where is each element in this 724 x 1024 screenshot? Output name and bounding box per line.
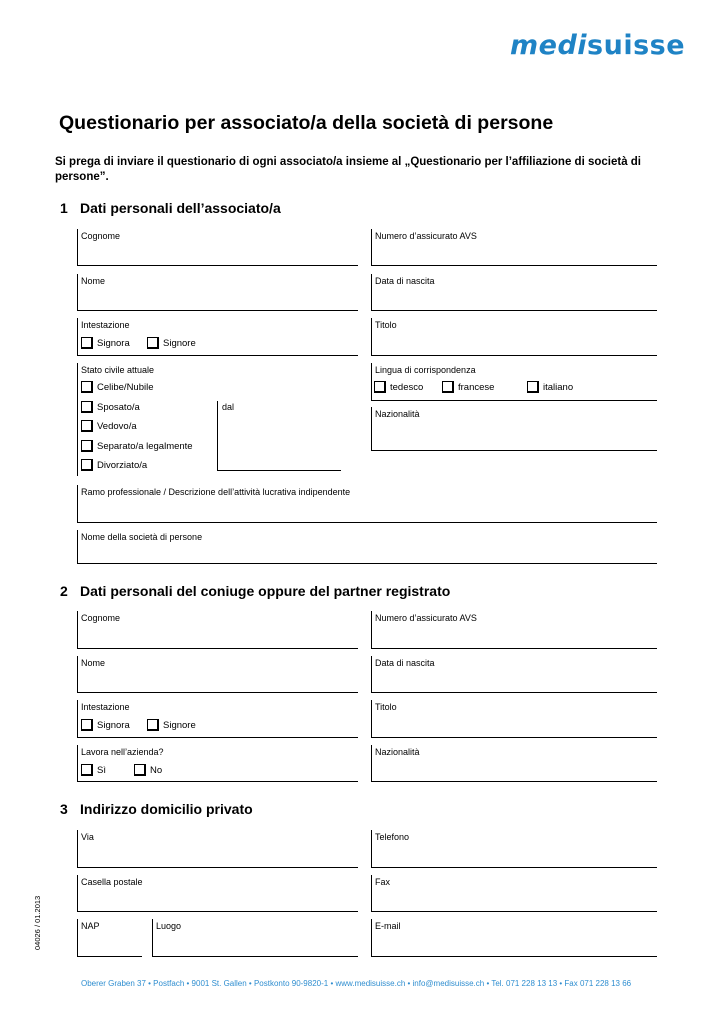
s2-nascita-field[interactable]: Data di nascita: [371, 656, 657, 693]
s3-email-field[interactable]: E-mail: [371, 919, 657, 957]
s1-stato-civile-field: Stato civile attuale: [77, 363, 217, 476]
s1-dal-label: dal: [222, 402, 235, 412]
checkbox-icon[interactable]: [147, 719, 159, 731]
s2-nazionalita-field[interactable]: Nazionalità: [371, 745, 657, 782]
s1-lingua-option[interactable]: italiano: [527, 381, 573, 393]
checkbox-icon[interactable]: [81, 420, 93, 432]
intro-text: Si prega di inviare il questionario di ogni associato/a insieme al „Questionario per l’affiliazione di società di persone”.: [55, 156, 642, 183]
checkbox-icon[interactable]: [147, 337, 159, 349]
s1-intestazione-field: Intestazione: [77, 318, 358, 356]
s2-si-option[interactable]: Sì: [81, 764, 106, 776]
checkbox-icon[interactable]: [81, 719, 93, 731]
s2-signore-option[interactable]: Signore: [147, 719, 196, 731]
s1-lingua-option[interactable]: tedesco: [374, 381, 423, 393]
s2-cognome-field[interactable]: Cognome: [77, 611, 358, 649]
checkbox-icon[interactable]: [442, 381, 454, 393]
s2-no-option[interactable]: No: [134, 764, 162, 776]
s1-cognome-field[interactable]: Cognome: [77, 229, 358, 266]
checkbox-icon[interactable]: [134, 764, 146, 776]
s1-titolo-field[interactable]: Titolo: [371, 318, 657, 356]
checkbox-icon[interactable]: [374, 381, 386, 393]
s1-stato-option[interactable]: Vedovo/a: [81, 420, 137, 432]
s3-telefono-field[interactable]: Telefono: [371, 830, 657, 868]
s2-nome-field[interactable]: Nome: [77, 656, 358, 693]
s1-societa-field[interactable]: Nome della società di persone: [77, 530, 657, 564]
checkbox-icon[interactable]: [81, 337, 93, 349]
s1-signore-option[interactable]: Signore: [147, 337, 196, 349]
s1-nazionalita-field[interactable]: Nazionalità: [371, 407, 657, 451]
s1-ramo-field[interactable]: Ramo professionale / Descrizione dell’attività lucrativa indipendente: [77, 485, 657, 523]
s1-lingua-field: Lingua di corrispondenza: [371, 363, 657, 401]
section-1-heading: 1 Dati personali dell’associato/a: [60, 200, 281, 216]
s3-nap-field[interactable]: NAP: [77, 919, 142, 957]
checkbox-icon[interactable]: [81, 764, 93, 776]
checkbox-icon[interactable]: [81, 401, 93, 413]
checkbox-icon[interactable]: [81, 440, 93, 452]
s1-lingua-option[interactable]: francese: [442, 381, 494, 393]
s2-signora-option[interactable]: Signora: [81, 719, 130, 731]
s3-casella-field[interactable]: Casella postale: [77, 875, 358, 912]
document-code: 04026 / 01.2013: [33, 895, 42, 950]
s1-stato-option[interactable]: Celibe/Nubile: [81, 381, 154, 393]
s1-signora-option[interactable]: Signora: [81, 337, 130, 349]
s3-luogo-field[interactable]: Luogo: [152, 919, 358, 957]
footer-contact: Oberer Graben 37 • Postfach • 9001 St. Gallen • Postkonto 90-9820-1 • www.medisuisse.ch • info@medisuisse.ch • Tel. 071 228 13 13 • Fax 071 228 13 66: [81, 979, 632, 988]
s2-titolo-field[interactable]: Titolo: [371, 700, 657, 738]
s3-via-field[interactable]: Via: [77, 830, 358, 868]
s1-nome-field[interactable]: Nome: [77, 274, 358, 311]
s1-avs-field[interactable]: Numero d’assicurato AVS: [371, 229, 657, 266]
section-3-heading: 3 Indirizzo domicilio privato: [60, 801, 253, 817]
medisuisse-logo: medisuisse: [510, 30, 686, 61]
page-title: Questionario per associato/a della società di persone: [59, 112, 554, 134]
checkbox-icon[interactable]: [527, 381, 539, 393]
checkbox-icon[interactable]: [81, 459, 93, 471]
s1-stato-option[interactable]: Separato/a legalmente: [81, 440, 193, 452]
s3-fax-field[interactable]: Fax: [371, 875, 657, 912]
s2-avs-field[interactable]: Numero d’assicurato AVS: [371, 611, 657, 649]
s2-lavora-field: Lavora nell’azienda?: [77, 745, 358, 782]
section-2-heading: 2 Dati personali del coniuge oppure del partner registrato: [60, 583, 451, 599]
s1-dal-field[interactable]: [217, 401, 341, 471]
s1-stato-option[interactable]: Sposato/a: [81, 401, 140, 413]
s1-stato-option[interactable]: Divorziato/a: [81, 459, 147, 471]
s2-intestazione-field: Intestazione: [77, 700, 358, 738]
s1-nascita-field[interactable]: Data di nascita: [371, 274, 657, 311]
checkbox-icon[interactable]: [81, 381, 93, 393]
